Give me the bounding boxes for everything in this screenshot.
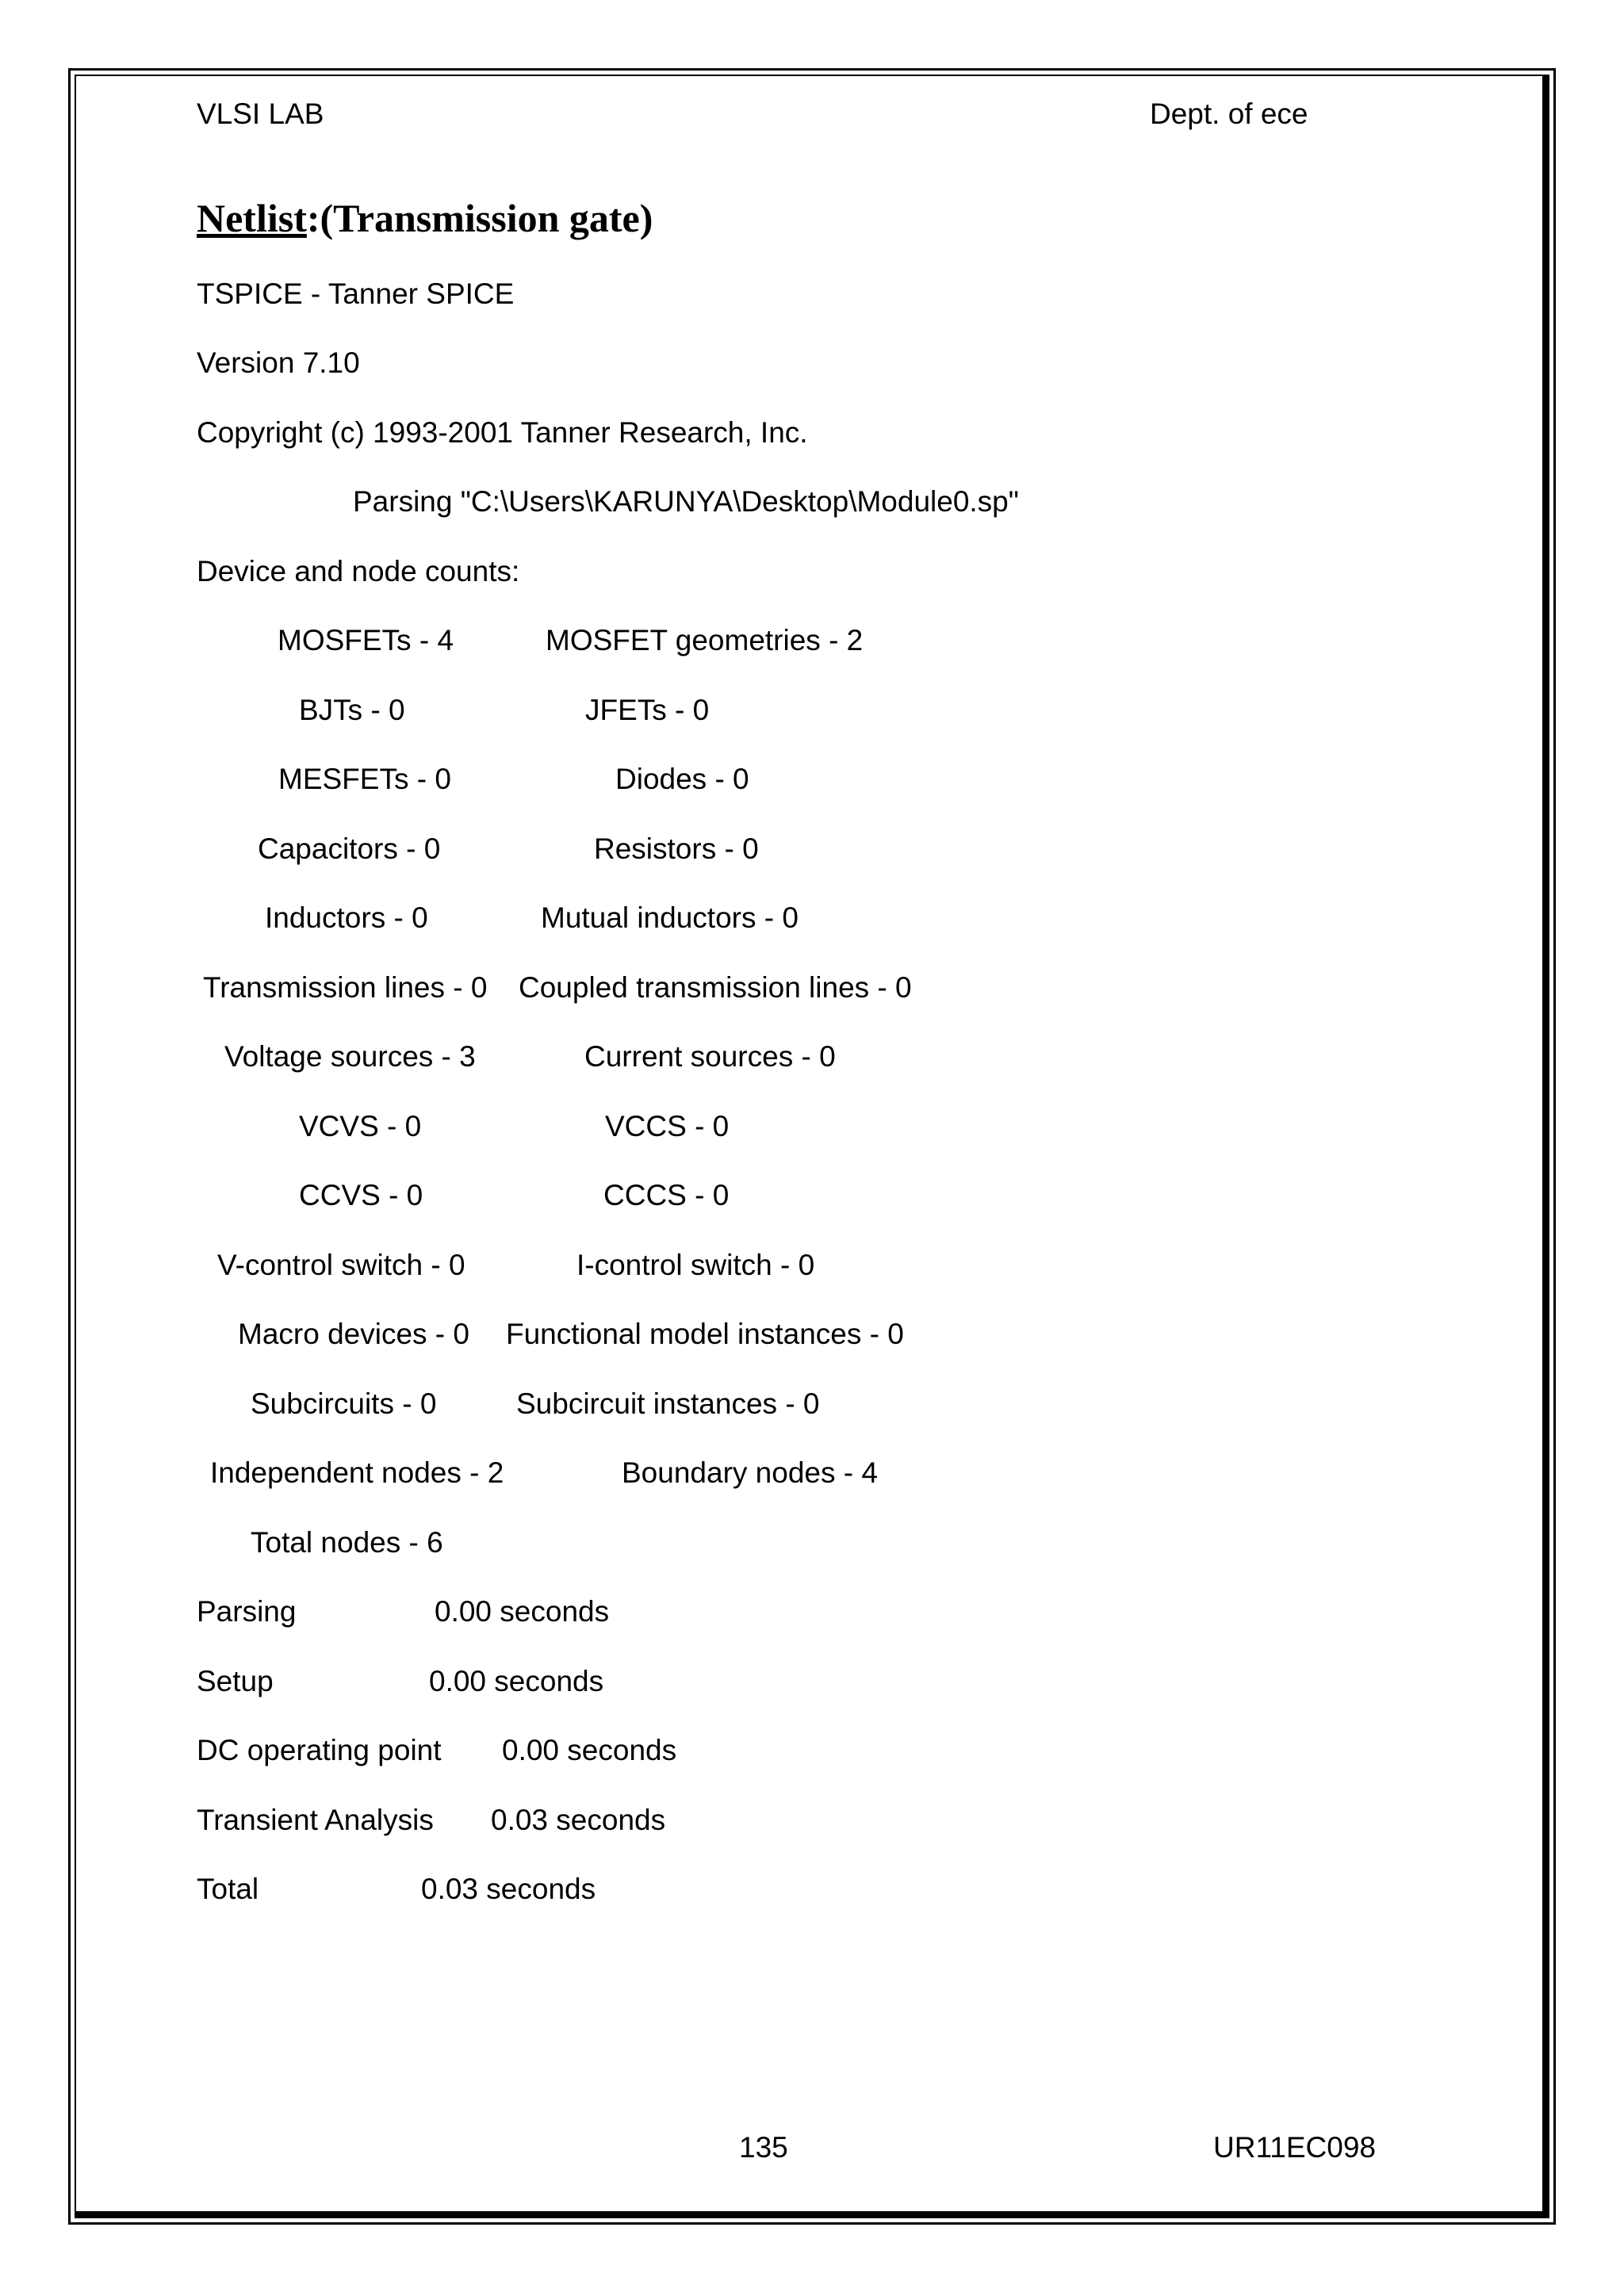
count-left: Total nodes - 6 (251, 1526, 443, 1559)
count-left: Subcircuits - 0 (251, 1387, 437, 1420)
intro-copyright: Copyright (c) 1993-2001 Tanner Research, Inc. (197, 416, 808, 449)
count-left: Transmission lines - 0 (203, 971, 488, 1004)
page-border-shadow (75, 75, 1549, 2218)
timing-value: 0.00 seconds (502, 1734, 677, 1766)
footer-page-number: 135 (739, 2131, 788, 2164)
count-right: Functional model instances - 0 (506, 1318, 904, 1350)
intro-parsing-path: Parsing "C:\Users\KARUNYA\Desktop\Module0.sp" (353, 485, 1019, 518)
count-right: I-control switch - 0 (576, 1249, 815, 1281)
title-underlined: Netlist (197, 196, 307, 240)
count-left: MOSFETs - 4 (278, 624, 454, 656)
count-left: Independent nodes - 2 (210, 1456, 504, 1489)
intro-device-counts-heading: Device and node counts: (197, 555, 520, 587)
count-right: Mutual inductors - 0 (541, 901, 799, 934)
count-right: CCCS - 0 (603, 1179, 730, 1211)
count-left: CCVS - 0 (299, 1179, 423, 1211)
intro-program: TSPICE - Tanner SPICE (197, 277, 515, 310)
count-right: MOSFET geometries - 2 (546, 624, 864, 656)
count-right: Resistors - 0 (594, 832, 759, 865)
count-left: MESFETs - 0 (278, 763, 451, 795)
intro-version: Version 7.10 (197, 346, 360, 379)
timing-label: Parsing (197, 1595, 297, 1628)
count-right: Subcircuit instances - 0 (516, 1387, 820, 1420)
count-right: Coupled transmission lines - 0 (519, 971, 912, 1004)
count-right: VCCS - 0 (605, 1110, 730, 1142)
header-department: Dept. of ece (1150, 98, 1308, 130)
count-right: Diodes - 0 (615, 763, 749, 795)
title-rest: :(Transmission gate) (306, 196, 653, 240)
timing-value: 0.03 seconds (421, 1873, 596, 1905)
count-right: Boundary nodes - 4 (622, 1456, 878, 1489)
page-title (197, 194, 653, 242)
count-left: Macro devices - 0 (238, 1318, 469, 1350)
count-left: Inductors - 0 (265, 901, 428, 934)
count-right: JFETs - 0 (585, 694, 710, 726)
count-left: VCVS - 0 (299, 1110, 422, 1142)
footer-roll-number: UR11EC098 (1213, 2131, 1376, 2164)
header-lab-name: VLSI LAB (197, 98, 324, 130)
timing-value: 0.00 seconds (429, 1665, 604, 1697)
count-left: BJTs - 0 (299, 694, 405, 726)
timing-value: 0.00 seconds (435, 1595, 610, 1628)
count-left: Capacitors - 0 (258, 832, 441, 865)
count-left: Voltage sources - 3 (224, 1040, 476, 1073)
timing-label: DC operating point (197, 1734, 442, 1766)
timing-label: Setup (197, 1665, 274, 1697)
timing-label: Total (197, 1873, 259, 1905)
count-left: V-control switch - 0 (217, 1249, 465, 1281)
timing-label: Transient Analysis (197, 1804, 434, 1836)
count-right: Current sources - 0 (584, 1040, 836, 1073)
timing-value: 0.03 seconds (491, 1804, 666, 1836)
